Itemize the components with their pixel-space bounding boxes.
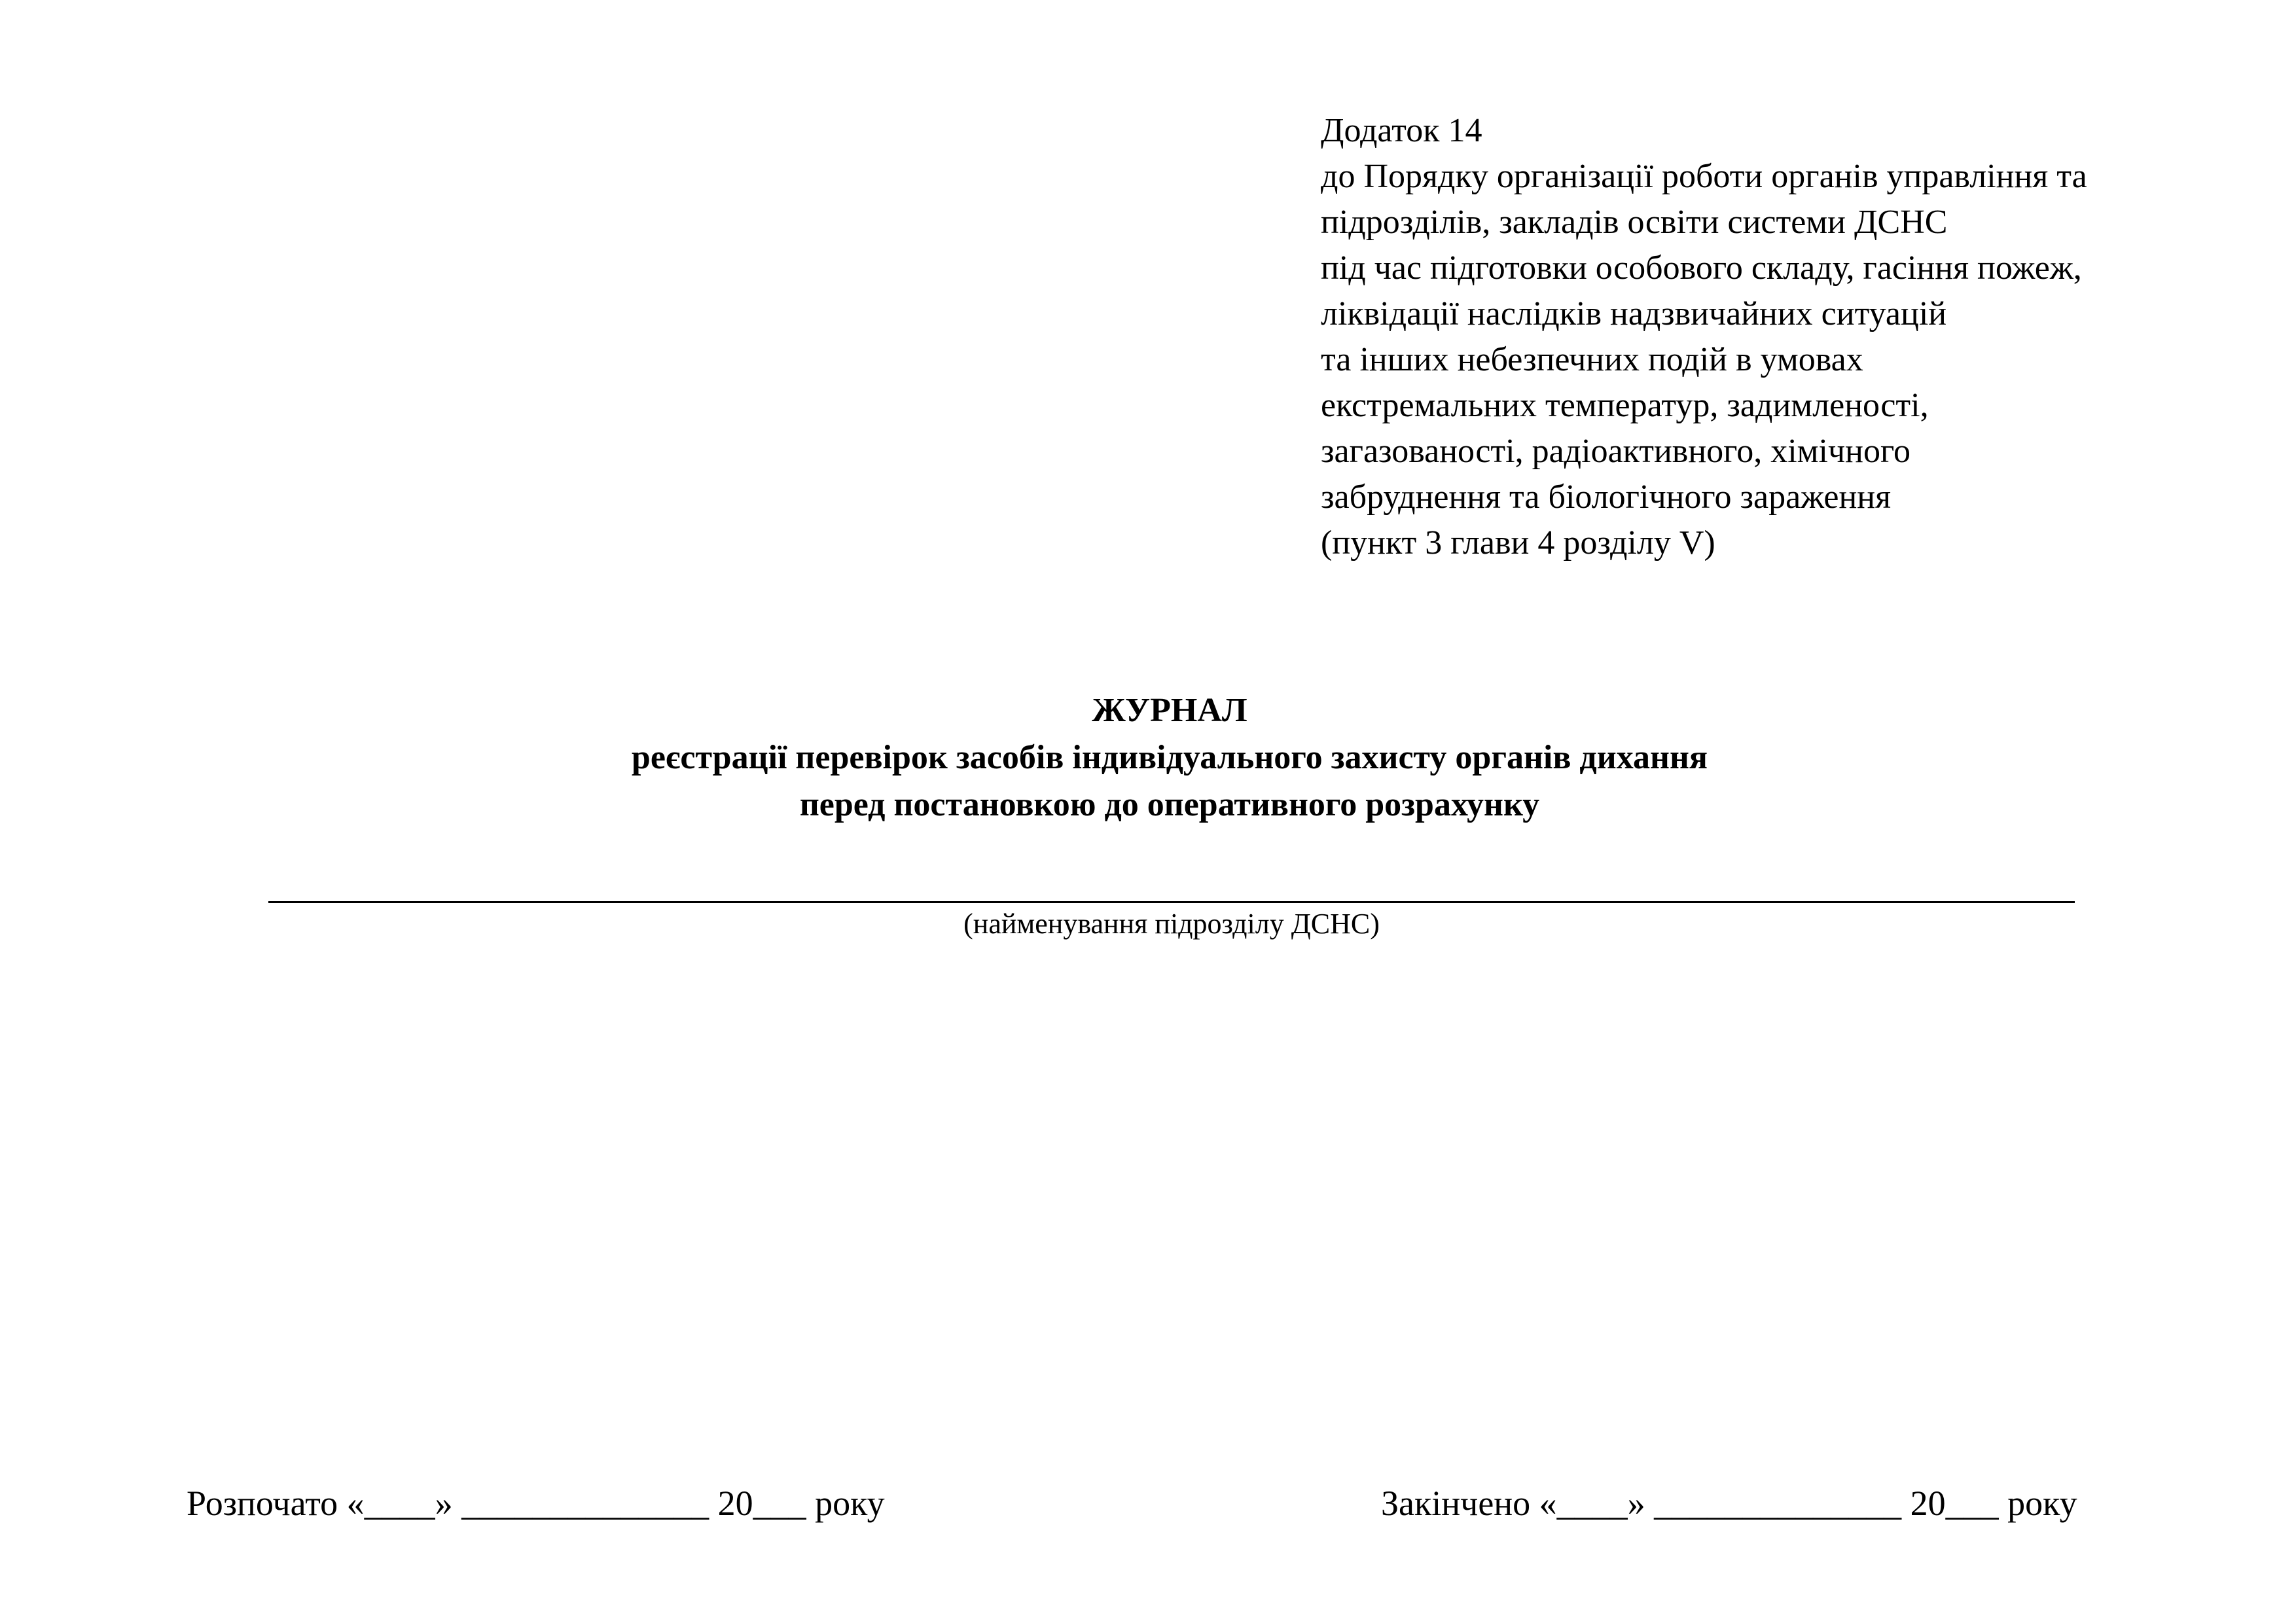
appendix-line: та інших небезпечних подій в умовах xyxy=(1321,341,1863,378)
title-heading: ЖУРНАЛ xyxy=(1092,692,1247,729)
unit-name-fill-line xyxy=(268,901,2075,903)
appendix-line: забруднення та біологічного зараження xyxy=(1321,478,1892,516)
document-title xyxy=(0,687,2296,829)
title-line-1: реєстрації перевірок засобів індивідуального захисту органів дихання xyxy=(631,739,1708,776)
started-date: Розпочато «____» ______________ 20___ року xyxy=(187,1484,885,1523)
finished-date: Закінчено «____» ______________ 20___ року xyxy=(1381,1484,2077,1523)
appendix-reference xyxy=(1321,108,2237,566)
appendix-line: до Порядку організації роботи органів управління та xyxy=(1321,158,2087,195)
title-line-2: перед постановкою до оперативного розрахунку xyxy=(799,786,1540,823)
unit-name-caption: (найменування підрозділу ДСНС) xyxy=(963,908,1380,940)
appendix-line: підрозділів, закладів освіти системи ДСНС xyxy=(1321,204,1948,241)
appendix-line: (пункт 3 глави 4 розділу V) xyxy=(1321,524,1715,562)
appendix-line: ліквідації наслідків надзвичайних ситуацій xyxy=(1321,295,1947,332)
appendix-line: під час підготовки особового складу, гасіння пожеж, xyxy=(1321,249,2082,287)
appendix-line: екстремальних температур, задимленості, xyxy=(1321,387,1929,424)
appendix-line: загазованості, радіоактивного, хімічного xyxy=(1321,433,1911,470)
appendix-line: Додаток 14 xyxy=(1321,112,1482,149)
